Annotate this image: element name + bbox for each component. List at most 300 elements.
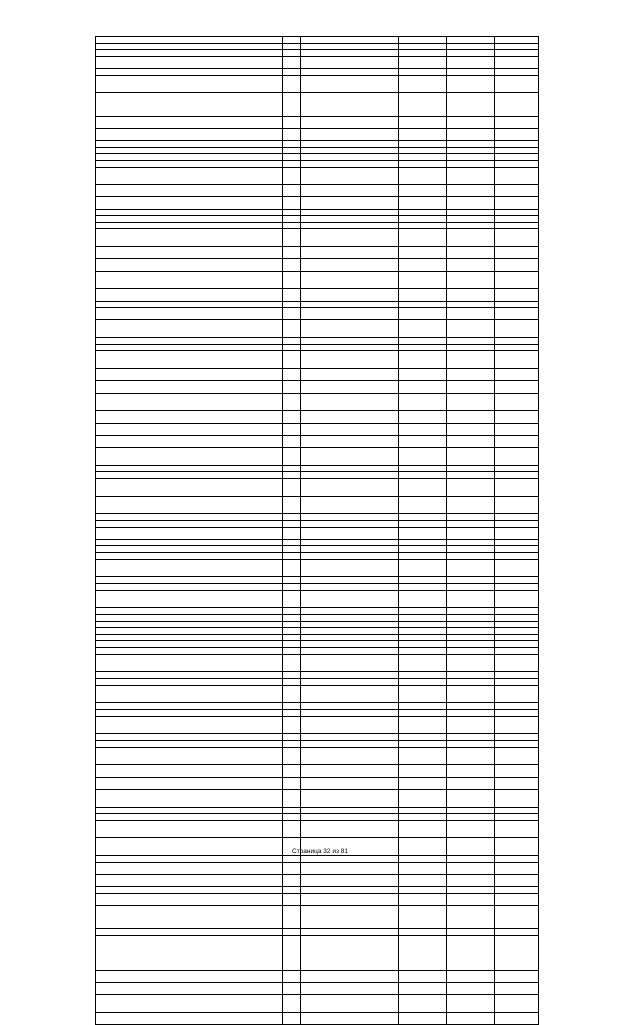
table-row	[96, 50, 539, 57]
cell-name	[96, 320, 283, 338]
cell-kbk	[301, 447, 399, 465]
cell-code	[283, 472, 301, 479]
cell-remainder	[495, 647, 539, 654]
cell-name	[96, 634, 283, 641]
cell-remainder	[495, 229, 539, 247]
cell-code	[283, 577, 301, 584]
table-row	[96, 141, 539, 148]
cell-planned	[399, 128, 447, 140]
cell-executed	[447, 320, 495, 338]
cell-executed	[447, 308, 495, 320]
cell-remainder	[495, 338, 539, 345]
cell-remainder	[495, 685, 539, 703]
cell-code	[283, 970, 301, 982]
cell-kbk	[301, 222, 399, 229]
table-row	[96, 167, 539, 185]
cell-remainder	[495, 423, 539, 435]
cell-kbk	[301, 68, 399, 75]
cell-kbk	[301, 929, 399, 936]
cell-kbk	[301, 141, 399, 148]
cell-remainder	[495, 160, 539, 167]
cell-code	[283, 447, 301, 465]
cell-name	[96, 654, 283, 672]
cell-code	[283, 982, 301, 994]
table-row	[96, 553, 539, 560]
cell-remainder	[495, 703, 539, 710]
cell-executed	[447, 982, 495, 994]
table-row	[96, 807, 539, 814]
cell-remainder	[495, 259, 539, 271]
table-row	[96, 875, 539, 887]
cell-remainder	[495, 527, 539, 539]
table-row	[96, 147, 539, 154]
cell-executed	[447, 814, 495, 821]
cell-planned	[399, 116, 447, 128]
cell-planned	[399, 247, 447, 259]
table-row	[96, 381, 539, 393]
cell-remainder	[495, 929, 539, 936]
table-row	[96, 577, 539, 584]
cell-remainder	[495, 716, 539, 734]
cell-remainder	[495, 678, 539, 685]
cell-remainder	[495, 634, 539, 641]
cell-code	[283, 308, 301, 320]
cell-kbk	[301, 496, 399, 514]
cell-name	[96, 185, 283, 197]
cell-planned	[399, 862, 447, 874]
cell-kbk	[301, 160, 399, 167]
cell-kbk	[301, 685, 399, 703]
cell-kbk	[301, 553, 399, 560]
cell-planned	[399, 185, 447, 197]
cell-executed	[447, 247, 495, 259]
table-row	[96, 929, 539, 936]
cell-remainder	[495, 514, 539, 521]
cell-code	[283, 381, 301, 393]
cell-kbk	[301, 814, 399, 821]
cell-planned	[399, 765, 447, 777]
cell-kbk	[301, 608, 399, 615]
cell-name	[96, 393, 283, 411]
cell-code	[283, 862, 301, 874]
table-row	[96, 116, 539, 128]
cell-remainder	[495, 982, 539, 994]
cell-planned	[399, 93, 447, 116]
cell-executed	[447, 209, 495, 216]
cell-executed	[447, 856, 495, 863]
cell-planned	[399, 435, 447, 447]
cell-name	[96, 546, 283, 553]
cell-executed	[447, 590, 495, 608]
cell-executed	[447, 381, 495, 393]
cell-code	[283, 621, 301, 628]
cell-executed	[447, 906, 495, 929]
cell-code	[283, 584, 301, 591]
cell-kbk	[301, 147, 399, 154]
cell-kbk	[301, 154, 399, 161]
cell-executed	[447, 887, 495, 894]
cell-kbk	[301, 647, 399, 654]
cell-remainder	[495, 351, 539, 369]
cell-remainder	[495, 777, 539, 789]
cell-planned	[399, 229, 447, 247]
cell-executed	[447, 647, 495, 654]
cell-executed	[447, 154, 495, 161]
cell-executed	[447, 615, 495, 622]
cell-executed	[447, 628, 495, 635]
cell-remainder	[495, 435, 539, 447]
cell-name	[96, 301, 283, 308]
cell-name	[96, 56, 283, 68]
cell-executed	[447, 546, 495, 553]
cell-name	[96, 496, 283, 514]
cell-executed	[447, 478, 495, 496]
cell-remainder	[495, 43, 539, 50]
cell-code	[283, 289, 301, 301]
cell-kbk	[301, 789, 399, 807]
cell-code	[283, 514, 301, 521]
cell-kbk	[301, 641, 399, 648]
cell-executed	[447, 929, 495, 936]
cell-remainder	[495, 521, 539, 528]
cell-code	[283, 590, 301, 608]
cell-executed	[447, 521, 495, 528]
cell-name	[96, 423, 283, 435]
cell-code	[283, 344, 301, 351]
cell-code	[283, 37, 301, 44]
cell-executed	[447, 875, 495, 887]
report-table-body	[96, 37, 539, 1025]
cell-code	[283, 887, 301, 894]
cell-planned	[399, 814, 447, 821]
cell-name	[96, 369, 283, 381]
cell-executed	[447, 43, 495, 50]
cell-kbk	[301, 875, 399, 887]
cell-planned	[399, 584, 447, 591]
cell-executed	[447, 369, 495, 381]
cell-planned	[399, 539, 447, 546]
cell-name	[96, 608, 283, 615]
cell-code	[283, 747, 301, 765]
cell-code	[283, 209, 301, 216]
cell-executed	[447, 229, 495, 247]
cell-remainder	[495, 478, 539, 496]
cell-kbk	[301, 381, 399, 393]
cell-planned	[399, 820, 447, 838]
table-row	[96, 222, 539, 229]
cell-code	[283, 75, 301, 93]
cell-remainder	[495, 154, 539, 161]
cell-name	[96, 740, 283, 747]
cell-remainder	[495, 128, 539, 140]
cell-remainder	[495, 93, 539, 116]
cell-remainder	[495, 734, 539, 741]
cell-kbk	[301, 678, 399, 685]
cell-name	[96, 807, 283, 814]
cell-remainder	[495, 970, 539, 982]
cell-kbk	[301, 906, 399, 929]
cell-code	[283, 229, 301, 247]
cell-executed	[447, 641, 495, 648]
cell-code	[283, 1012, 301, 1024]
cell-executed	[447, 577, 495, 584]
cell-name	[96, 577, 283, 584]
cell-kbk	[301, 994, 399, 1012]
cell-planned	[399, 647, 447, 654]
page-footer: Страница 32 из 81	[292, 848, 348, 855]
cell-kbk	[301, 709, 399, 716]
cell-kbk	[301, 862, 399, 874]
cell-kbk	[301, 634, 399, 641]
cell-kbk	[301, 820, 399, 838]
cell-name	[96, 247, 283, 259]
cell-executed	[447, 75, 495, 93]
cell-kbk	[301, 539, 399, 546]
cell-code	[283, 734, 301, 741]
cell-planned	[399, 478, 447, 496]
cell-planned	[399, 308, 447, 320]
cell-executed	[447, 447, 495, 465]
cell-kbk	[301, 887, 399, 894]
cell-remainder	[495, 539, 539, 546]
cell-planned	[399, 216, 447, 223]
cell-code	[283, 141, 301, 148]
table-row	[96, 765, 539, 777]
cell-remainder	[495, 906, 539, 929]
cell-name	[96, 160, 283, 167]
table-row	[96, 709, 539, 716]
table-row	[96, 527, 539, 539]
cell-kbk	[301, 116, 399, 128]
cell-planned	[399, 893, 447, 905]
cell-code	[283, 351, 301, 369]
cell-kbk	[301, 411, 399, 423]
cell-planned	[399, 678, 447, 685]
cell-name	[96, 862, 283, 874]
table-row	[96, 678, 539, 685]
table-row	[96, 777, 539, 789]
cell-code	[283, 539, 301, 546]
cell-executed	[447, 351, 495, 369]
cell-executed	[447, 435, 495, 447]
cell-executed	[447, 765, 495, 777]
cell-planned	[399, 423, 447, 435]
cell-planned	[399, 546, 447, 553]
table-row	[96, 814, 539, 821]
table-row	[96, 621, 539, 628]
cell-code	[283, 893, 301, 905]
cell-remainder	[495, 994, 539, 1012]
cell-name	[96, 308, 283, 320]
cell-executed	[447, 936, 495, 971]
cell-name	[96, 521, 283, 528]
table-row	[96, 734, 539, 741]
cell-planned	[399, 906, 447, 929]
cell-remainder	[495, 584, 539, 591]
table-row	[96, 893, 539, 905]
cell-kbk	[301, 936, 399, 971]
cell-executed	[447, 185, 495, 197]
cell-planned	[399, 527, 447, 539]
table-row	[96, 93, 539, 116]
cell-executed	[447, 472, 495, 479]
cell-kbk	[301, 465, 399, 472]
cell-name	[96, 154, 283, 161]
cell-executed	[447, 685, 495, 703]
cell-kbk	[301, 615, 399, 622]
cell-kbk	[301, 621, 399, 628]
cell-remainder	[495, 789, 539, 807]
cell-planned	[399, 351, 447, 369]
cell-name	[96, 197, 283, 209]
table-row	[96, 160, 539, 167]
cell-planned	[399, 147, 447, 154]
cell-code	[283, 546, 301, 553]
cell-planned	[399, 856, 447, 863]
cell-name	[96, 472, 283, 479]
cell-kbk	[301, 56, 399, 68]
table-row	[96, 634, 539, 641]
cell-name	[96, 814, 283, 821]
cell-planned	[399, 994, 447, 1012]
cell-remainder	[495, 216, 539, 223]
cell-planned	[399, 559, 447, 577]
cell-remainder	[495, 447, 539, 465]
cell-remainder	[495, 381, 539, 393]
cell-code	[283, 703, 301, 710]
cell-remainder	[495, 590, 539, 608]
cell-code	[283, 259, 301, 271]
cell-name	[96, 514, 283, 521]
cell-name	[96, 906, 283, 929]
cell-executed	[447, 423, 495, 435]
cell-name	[96, 584, 283, 591]
cell-name	[96, 116, 283, 128]
cell-code	[283, 496, 301, 514]
cell-kbk	[301, 75, 399, 93]
cell-remainder	[495, 641, 539, 648]
cell-planned	[399, 259, 447, 271]
cell-code	[283, 338, 301, 345]
cell-code	[283, 615, 301, 622]
cell-executed	[447, 994, 495, 1012]
cell-name	[96, 216, 283, 223]
cell-remainder	[495, 608, 539, 615]
cell-name	[96, 259, 283, 271]
cell-remainder	[495, 553, 539, 560]
cell-executed	[447, 68, 495, 75]
cell-name	[96, 621, 283, 628]
cell-kbk	[301, 546, 399, 553]
cell-kbk	[301, 970, 399, 982]
table-row	[96, 546, 539, 553]
table-row	[96, 289, 539, 301]
cell-remainder	[495, 875, 539, 887]
cell-executed	[447, 37, 495, 44]
cell-planned	[399, 43, 447, 50]
cell-name	[96, 68, 283, 75]
cell-executed	[447, 197, 495, 209]
cell-code	[283, 411, 301, 423]
cell-remainder	[495, 167, 539, 185]
cell-planned	[399, 685, 447, 703]
cell-remainder	[495, 271, 539, 289]
cell-kbk	[301, 1012, 399, 1024]
cell-kbk	[301, 472, 399, 479]
cell-remainder	[495, 301, 539, 308]
cell-name	[96, 1012, 283, 1024]
cell-planned	[399, 344, 447, 351]
table-row	[96, 521, 539, 528]
table-row	[96, 994, 539, 1012]
cell-name	[96, 147, 283, 154]
cell-remainder	[495, 185, 539, 197]
table-row	[96, 672, 539, 679]
table-row	[96, 740, 539, 747]
table-row	[96, 338, 539, 345]
cell-remainder	[495, 289, 539, 301]
cell-code	[283, 814, 301, 821]
cell-name	[96, 447, 283, 465]
cell-name	[96, 271, 283, 289]
cell-remainder	[495, 654, 539, 672]
cell-executed	[447, 116, 495, 128]
cell-code	[283, 478, 301, 496]
cell-remainder	[495, 393, 539, 411]
cell-code	[283, 167, 301, 185]
cell-name	[96, 465, 283, 472]
cell-planned	[399, 167, 447, 185]
cell-code	[283, 789, 301, 807]
cell-kbk	[301, 765, 399, 777]
cell-planned	[399, 289, 447, 301]
table-row	[96, 259, 539, 271]
cell-remainder	[495, 369, 539, 381]
cell-name	[96, 887, 283, 894]
cell-kbk	[301, 703, 399, 710]
table-row	[96, 539, 539, 546]
table-row	[96, 496, 539, 514]
table-row	[96, 747, 539, 765]
cell-code	[283, 856, 301, 863]
table-row	[96, 590, 539, 608]
cell-name	[96, 734, 283, 741]
cell-kbk	[301, 672, 399, 679]
table-row	[96, 703, 539, 710]
cell-name	[96, 685, 283, 703]
table-row	[96, 393, 539, 411]
table-row	[96, 936, 539, 971]
table-row	[96, 271, 539, 289]
cell-remainder	[495, 209, 539, 216]
cell-name	[96, 936, 283, 971]
cell-executed	[447, 584, 495, 591]
table-row	[96, 608, 539, 615]
cell-code	[283, 128, 301, 140]
cell-planned	[399, 50, 447, 57]
table-row	[96, 647, 539, 654]
cell-planned	[399, 634, 447, 641]
cell-name	[96, 93, 283, 116]
cell-executed	[447, 654, 495, 672]
cell-executed	[447, 338, 495, 345]
cell-executed	[447, 216, 495, 223]
cell-code	[283, 709, 301, 716]
cell-remainder	[495, 320, 539, 338]
cell-remainder	[495, 141, 539, 148]
cell-name	[96, 647, 283, 654]
cell-planned	[399, 936, 447, 971]
